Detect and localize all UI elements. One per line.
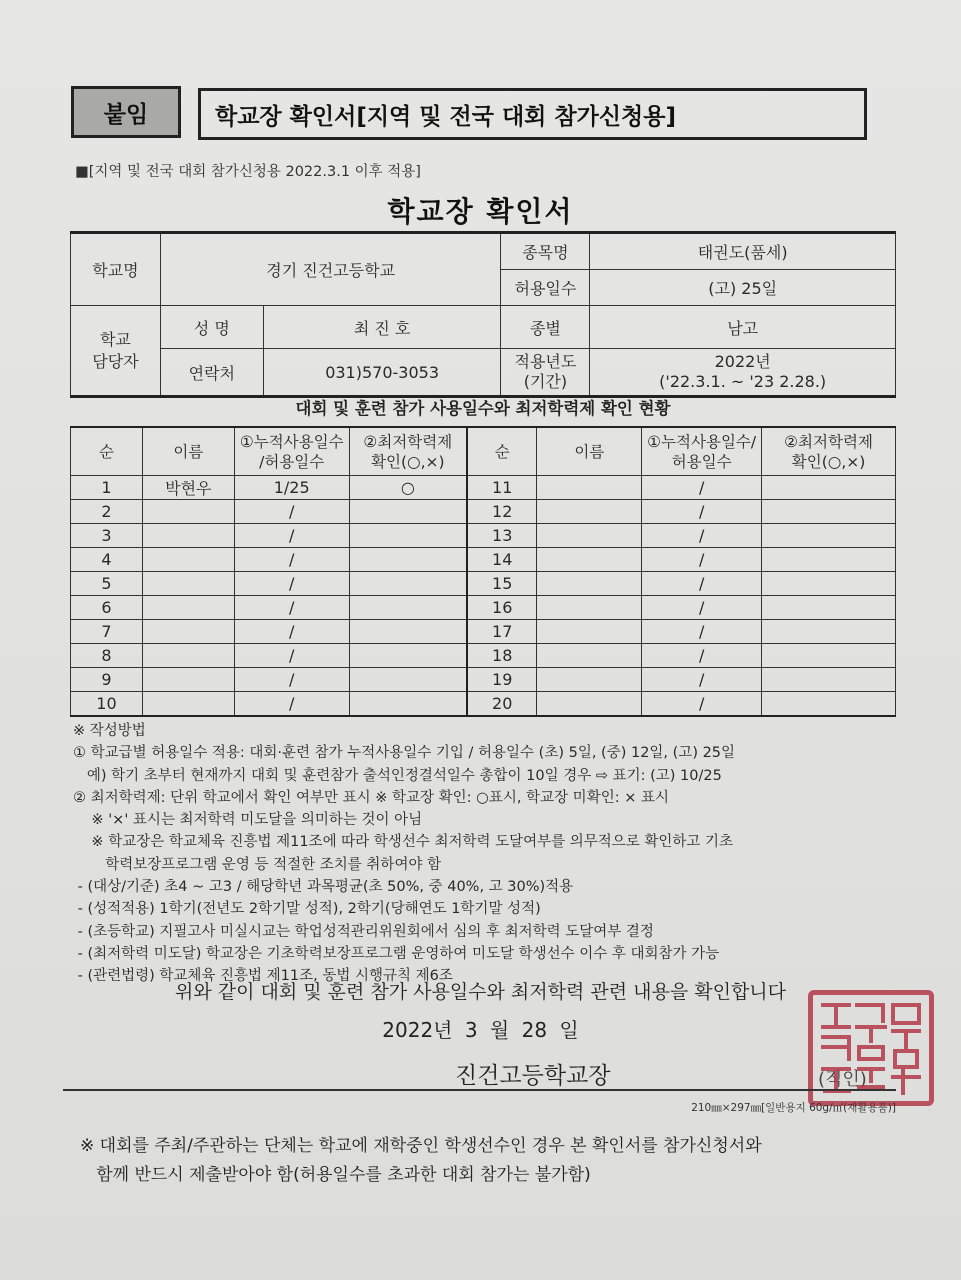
cell-grade [349,548,467,572]
cell-used2: / [642,668,762,692]
cell-grade2 [762,500,896,524]
cell-used: / [234,668,349,692]
document-title: 학교장 확인서 [387,195,574,228]
instruction-line: - (대상/기준) 초4 ~ 고3 / 해당학년 과목평균(초 50%, 중 40%, 고 30%)적용 [73,879,574,896]
cell-grade2 [762,620,896,644]
cell-used: / [234,596,349,620]
cell-grade [349,572,467,596]
cell-grade [349,692,467,717]
cell-name [142,548,234,572]
cell-name: 박현우 [142,476,234,500]
cell-used2: / [642,620,762,644]
officer-name-value: 최 진 호 [263,306,501,349]
allowed-days-value: (고) 25일 [590,270,896,306]
table-row [71,500,896,524]
cell-used2: / [642,596,762,620]
col-header-no-2: 순 [467,427,537,476]
cell-used2: / [642,548,762,572]
table-row [71,620,896,644]
cell-name2 [537,668,642,692]
contact-label: 연락처 [160,349,263,397]
cell-used: / [234,500,349,524]
cell-name2 [537,476,642,500]
cell-grade2 [762,668,896,692]
cell-grade [349,596,467,620]
table-row [71,668,896,692]
cell-name2 [537,644,642,668]
cell-used: / [234,692,349,717]
cell-no: 5 [71,572,143,596]
cell-no2: 20 [467,692,537,717]
cell-grade [349,620,467,644]
school-name-label: 학교명 [71,233,161,306]
instruction-line: 학력보장프로그램 운영 등 적절한 조치를 취하여야 함 [73,856,442,873]
cell-name2 [537,548,642,572]
cell-no2: 14 [467,548,537,572]
cell-name2 [537,524,642,548]
col-header-name: 이름 [142,427,234,476]
cell-name [142,644,234,668]
attachment-tag: 붙임 [71,86,181,138]
school-name-value: 경기 진건고등학교 [160,233,501,306]
school-info-table [70,231,896,398]
cell-used2: / [642,692,762,717]
instruction-line: - (성적적용) 1학기(전년도 2학기말 성적), 2학기(당해연도 1학기말 성적) [73,901,541,918]
cell-grade2 [762,548,896,572]
participation-table [70,426,896,717]
year-label: 적용년도 (기간) [501,349,590,397]
category-value: 남고 [590,306,896,349]
instruction-line: ※ 학교장은 학교체육 진흥법 제11조에 따라 학생선수 최저학력 도달여부를 의무적으로 확인하고 기초 [73,834,734,851]
cell-no: 8 [71,644,143,668]
cell-no2: 13 [467,524,537,548]
table-row [71,524,896,548]
table-row [71,476,896,500]
cell-name2 [537,620,642,644]
cell-used: / [234,620,349,644]
instruction-line: 예) 학기 초부터 현재까지 대회 및 훈련참가 출석인정결석일수 총합이 10일 경우 ⇨ 표기: (고) 10/25 [73,767,722,784]
instruction-line: - (관련법령) 학교체육 진흥법 제11조, 동법 시행규칙 제6조 [73,968,453,985]
cell-used: / [234,524,349,548]
col-header-used-days-2: ①누적사용일수/ 허용일수 [642,427,762,476]
cell-no: 3 [71,524,143,548]
col-header-min-grade: ②최저학력제 확인(○,×) [349,427,467,476]
divider-line [63,1089,896,1091]
col-header-no: 순 [71,427,143,476]
cell-grade2 [762,596,896,620]
cell-no: 1 [71,476,143,500]
instruction-line: - (최저학력 미도달) 학교장은 기초학력보장프로그램 운영하여 미도달 학생선수 이수 후 대회참가 가능 [73,945,720,962]
table-row [71,692,896,717]
cell-used2: / [642,500,762,524]
cell-grade: ○ [349,476,467,500]
cell-no2: 17 [467,620,537,644]
table-row [71,548,896,572]
cell-no2: 16 [467,596,537,620]
cell-used: 1/25 [234,476,349,500]
application-notice: ■[지역 및 전국 대회 참가신청용 2022.3.1 이후 적용] [75,164,421,180]
cell-no2: 15 [467,572,537,596]
table-row [71,644,896,668]
cell-no2: 11 [467,476,537,500]
instruction-line: ※ '×' 표시는 최저학력 미도달을 의미하는 것이 아님 [73,812,423,829]
contact-value: 031)570-3053 [263,349,501,397]
cell-grade2 [762,692,896,717]
table-header-row [71,427,896,476]
cell-no: 9 [71,668,143,692]
instruction-line: ② 최저학력제: 단위 학교에서 확인 여부만 표시 ※ 학교장 확인: ○표시, 학교장 미확인: × 표시 [73,789,669,806]
sport-label: 종목명 [501,233,590,270]
cell-used2: / [642,644,762,668]
instruction-line: ① 학교급별 허용일수 적용: 대회·훈련 참가 누적사용일수 기입 / 허용일수 (초) 5일, (중) 12일, (고) 25일 [73,745,736,762]
cell-name [142,596,234,620]
cell-no2: 18 [467,644,537,668]
cell-used: / [234,548,349,572]
cell-used2: / [642,524,762,548]
sport-value: 태권도(품세) [590,233,896,270]
cell-no2: 19 [467,668,537,692]
footer-line: ※ 대회를 주최/주관하는 단체는 학교에 재학중인 학생선수인 경우 본 확인서를 참가신청서와 [80,1136,762,1156]
cell-used2: / [642,572,762,596]
cell-grade2 [762,524,896,548]
cell-grade [349,644,467,668]
cell-no: 10 [71,692,143,717]
col-header-min-grade-2: ②최저학력제 확인(○,×) [762,427,896,476]
cell-name2 [537,500,642,524]
cell-used: / [234,572,349,596]
col-header-used-days: ①누적사용일수 /허용일수 [234,427,349,476]
officer-name-label: 성 명 [160,306,263,349]
cell-name2 [537,692,642,717]
cell-name [142,620,234,644]
principal-title: 진건고등학교장 [455,1063,611,1089]
status-heading: 대회 및 훈련 참가 사용일수와 최저학력제 확인 현황 [295,399,671,418]
cell-used2: / [642,476,762,500]
confirmation-statement: 위와 같이 대회 및 훈련 참가 사용일수와 최저학력 관련 내용을 확인합니다 [174,981,787,1003]
issue-date: 2022년 3 월 28 일 [382,1018,579,1042]
cell-name [142,524,234,548]
cell-grade2 [762,572,896,596]
cell-used: / [234,644,349,668]
seal-placeholder: (직인) [818,1069,867,1090]
cell-no: 2 [71,500,143,524]
cell-name [142,668,234,692]
cell-grade2 [762,476,896,500]
instruction-line: - (초등학교) 지필고사 미실시교는 학업성적관리위원회에서 심의 후 최저학력 도달여부 결정 [73,923,654,940]
cell-grade2 [762,644,896,668]
allowed-days-label: 허용일수 [501,270,590,306]
footer-line: 함께 반드시 제출받아야 함(허용일수를 초과한 대회 참가는 불가함) [80,1165,591,1185]
table-row [71,572,896,596]
cell-no2: 12 [467,500,537,524]
cell-no: 7 [71,620,143,644]
year-value: 2022년 ('22.3.1. ~ '23 2.28.) [590,349,896,397]
cell-grade [349,524,467,548]
paper-spec: 210㎜×297㎜[일반용지 60g/㎡(재활용품)] [691,1102,896,1114]
header-title: 학교장 확인서[지역 및 전국 대회 참가신청용] [198,88,867,140]
col-header-name-2: 이름 [537,427,642,476]
cell-grade [349,668,467,692]
cell-name [142,572,234,596]
seal-icon [815,997,927,1099]
school-officer-label: 학교 담당자 [71,306,161,397]
category-label: 종별 [501,306,590,349]
cell-no: 6 [71,596,143,620]
writing-instructions [73,720,903,988]
cell-name [142,692,234,717]
cell-grade [349,500,467,524]
table-row [71,596,896,620]
cell-no: 4 [71,548,143,572]
cell-name2 [537,596,642,620]
instruction-line: ※ 작성방법 [73,723,146,739]
cell-name [142,500,234,524]
cell-name2 [537,572,642,596]
footer-notice [80,1132,900,1190]
